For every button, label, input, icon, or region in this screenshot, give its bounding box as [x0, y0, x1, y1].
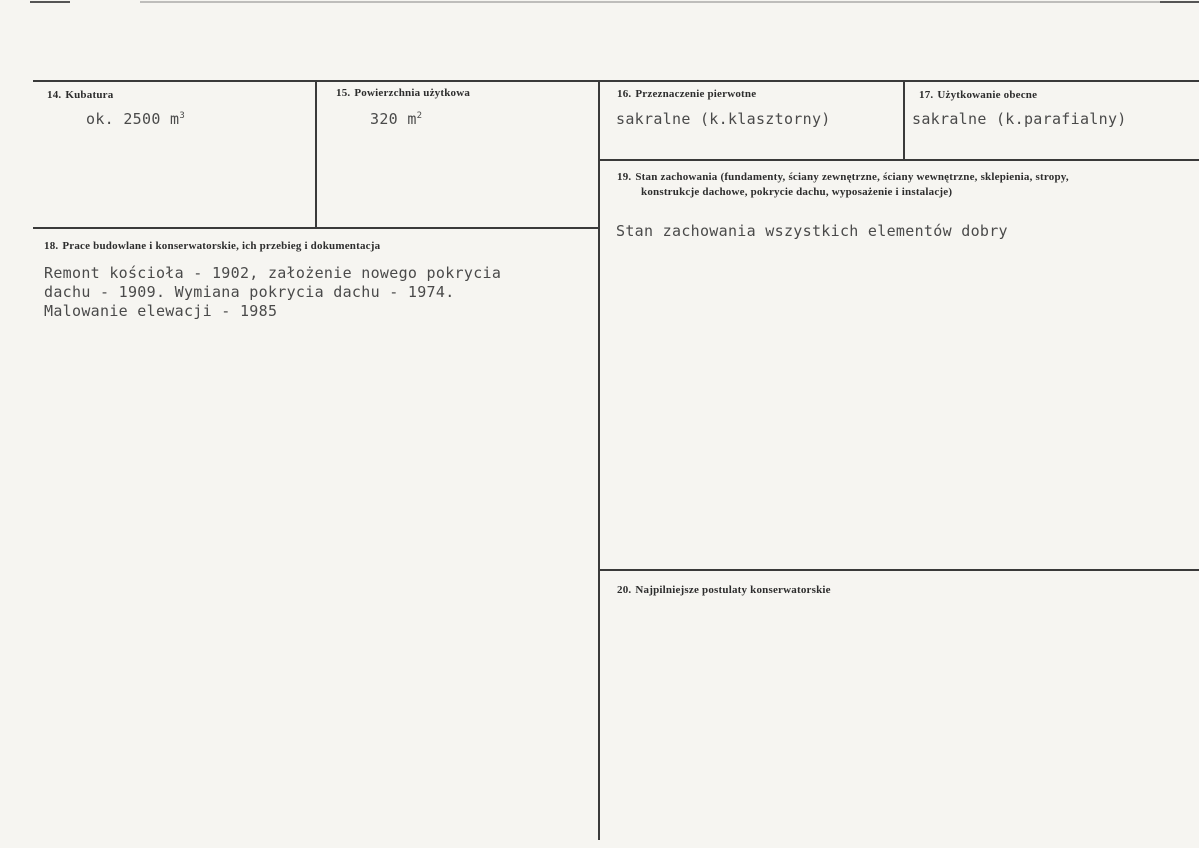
divider-14-18 [33, 227, 600, 229]
field-18-line: dachu - 1909. Wymiana pokrycia dachu - 1974. [44, 283, 455, 301]
top-edge-mark [1160, 1, 1199, 3]
field-15-value: 320 $m^2$ [370, 110, 423, 128]
field-18-line: Malowanie elewacji - 1985 [44, 302, 278, 320]
divider-14-15 [315, 80, 317, 228]
field-14-label: 14. Kubatura [47, 89, 114, 101]
top-edge-mark [30, 1, 70, 3]
field-18-line: Remont kościoła - 1902, założenie nowego pokrycia [44, 264, 502, 282]
field-18-label: 18. Prace budowlane i konserwatorskie, ich przebieg i dokumentacja [44, 240, 381, 252]
field-19-value: Stan zachowania wszystkich elementów dobry [616, 222, 1008, 240]
divider-19-20 [598, 569, 1199, 571]
form-top-border [33, 80, 1199, 82]
field-16-value: sakralne (k.klasztorny) [616, 110, 831, 128]
field-20-label: 20. Najpilniejsze postulaty konserwatorskie [617, 584, 831, 596]
field-14-value: ok. 2500 $m^3$ [86, 110, 186, 128]
field-17-value: sakralne (k.parafialny) [912, 110, 1127, 128]
divider-16-17 [903, 80, 905, 160]
field-19-label-line2: konstrukcje dachowe, pokrycie dachu, wyposażenie i instalacje) [641, 186, 953, 198]
field-16-label: 16. Przeznaczenie pierwotne [617, 88, 757, 100]
center-divider [598, 80, 600, 840]
field-15-label: 15. Powierzchnia użytkowa [336, 87, 471, 99]
top-edge-mark [140, 1, 1160, 3]
field-17-label: 17. Użytkowanie obecne [919, 89, 1038, 101]
divider-16-19 [598, 159, 1199, 161]
field-19-label: 19. Stan zachowania (fundamenty, ściany zewnętrzne, ściany wewnętrzne, sklepienia, stropy, [617, 171, 1069, 183]
